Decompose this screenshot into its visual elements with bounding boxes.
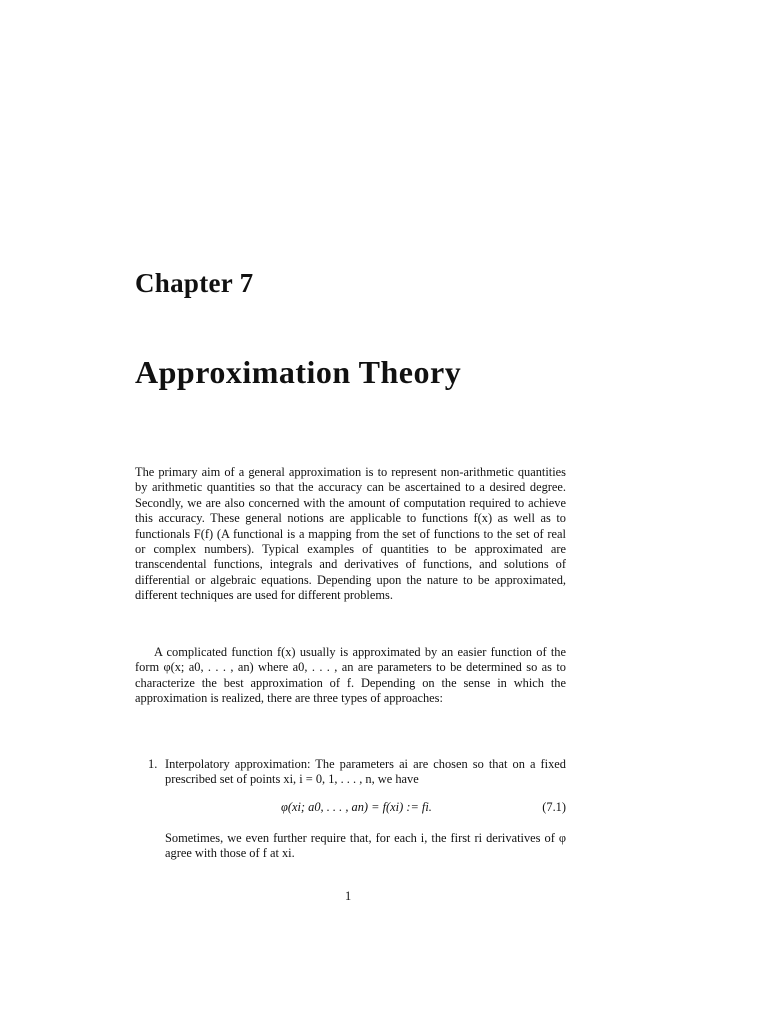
- approaches-list: [148, 757, 566, 862]
- equation-number: (7.1): [542, 799, 566, 814]
- chapter-title: Approximation Theory: [135, 354, 462, 390]
- chapter-label: Chapter 7: [135, 268, 254, 298]
- list-item-body: [165, 757, 566, 862]
- equation-row: [165, 800, 566, 818]
- list-item-number: 1.: [148, 757, 158, 771]
- list-item: [148, 757, 566, 862]
- list-item-followup: Sometimes, we even further require that, for each i, the first ri derivatives of φ agree with those of f at xi.: [165, 830, 566, 861]
- approach-paragraph: A complicated function f(x) usually is approximated by an easier function of the form φ(x; a0, . . . , an) where a0, . . . , an are parameters to be determined so as to characterize the best approximation of f. Depending on the sense in which the approximation is realized, there are three types of approaches:: [135, 645, 566, 706]
- intro-paragraph: The primary aim of a general approximation is to represent non-arithmetic quantities by arithmetic quantities so that the accuracy can be ascertained to a desired degree. Secondly, we are also concerned with the amount of computation required to achieve this accuracy. These general notions are applicable to functions f(x) as well as to functionals F(f) (A functional is a mapping from the set of functions to the set of real or complex numbers). Typical examples of quantities to be approximated are transcendental functions, integrals and derivatives of functions, and solutions of differential or algebraic equations. Depending upon the nature to be approximated, different techniques are used for different problems.: [135, 465, 566, 603]
- equation: φ(xi; a0, . . . , an) = f(xi) := fi.: [281, 799, 432, 814]
- list-item-text: Interpolatory approximation: The parameters ai are chosen so that on a fixed prescribed set of points xi, i = 0, 1, . . . , n, we have: [165, 757, 566, 787]
- page-number: 1: [345, 889, 352, 903]
